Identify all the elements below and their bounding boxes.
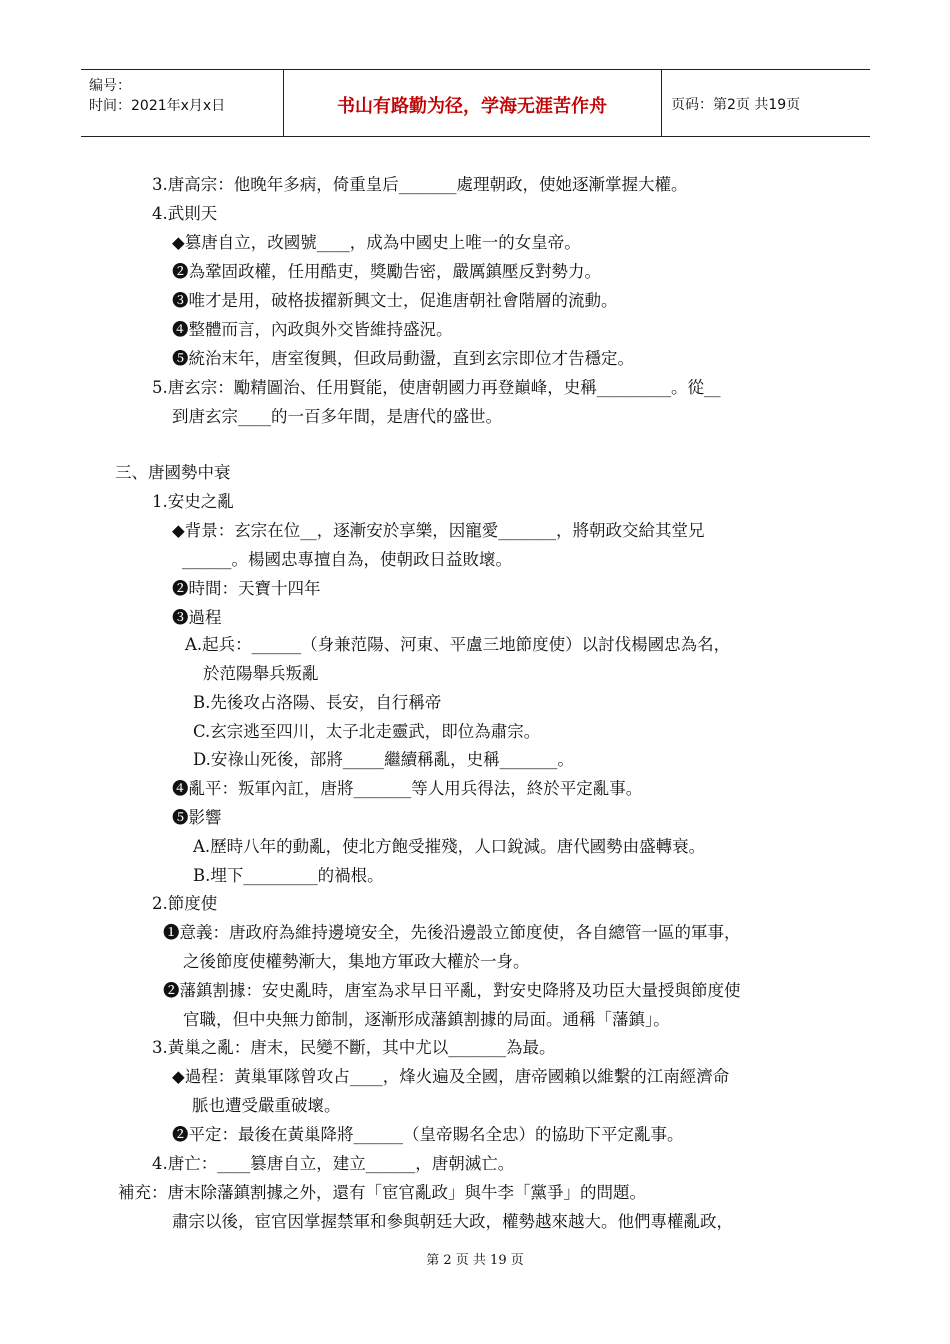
text-line: ❷平定：最後在黃巢降將______（皇帝賜名全忠）的協助下平定亂事。	[172, 1125, 684, 1144]
text-line: ❺統治末年，唐室復興，但政局動盪，直到玄宗即位才告穩定。	[172, 349, 634, 368]
text-line: ❸唯才是用，破格拔擢新興文士，促進唐朝社會階層的流動。	[172, 291, 618, 310]
text-line: B.埋下_________的禍根。	[193, 866, 384, 885]
text-line: ◆過程：黃巢軍隊曾攻占____，烽火遍及全國，唐帝國賴以維繫的江南經濟命	[172, 1067, 730, 1086]
text-line: ❹亂平：叛軍內訌，唐將_______等人用兵得法，終於平定亂事。	[172, 779, 643, 798]
section-heading: 1.安史之亂	[152, 492, 234, 511]
text-line: D.安祿山死後，部將_____繼續稱亂，史稱_______。	[193, 750, 574, 769]
text-line: 官職，但中央無力節制，逐漸形成藩鎮割據的局面。通稱「藩鎮」。	[183, 1010, 670, 1029]
text-line: ◆篡唐自立，改國號____，成為中國史上唯一的女皇帝。	[172, 233, 581, 252]
text-line: 補充：唐末除藩鎮割據之外，還有「宦官亂政」與牛李「黨爭」的問題。	[118, 1183, 646, 1202]
text-line: 3.唐高宗：他晚年多病，倚重皇后_______處理朝政，使她逐漸掌握大權。	[152, 175, 688, 194]
text-line: 3.黃巢之亂：唐末，民變不斷，其中尤以_______為最。	[152, 1038, 556, 1057]
header-divider	[661, 70, 662, 136]
chapter-heading: 三、唐國勢中衰	[115, 463, 231, 482]
text-line: ❹整體而言，內政與外交皆維持盛況。	[172, 320, 453, 339]
document-code: 编号：	[89, 78, 131, 94]
text-line: 之後節度使權勢漸大，集地方軍政大權於一身。	[183, 952, 530, 971]
document-date: 时间：2021年x月x日	[89, 98, 226, 114]
text-line: B.先後攻占洛陽、長安，自行稱帝	[193, 693, 442, 712]
section-heading: 4.武則天	[152, 204, 218, 223]
section-heading: 2.節度使	[152, 894, 218, 913]
text-line: 4.唐亡：____篡唐自立，建立______，唐朝滅亡。	[152, 1154, 515, 1173]
page-header	[81, 69, 870, 137]
text-line: 於范陽舉兵叛亂	[203, 664, 319, 683]
header-motto: 书山有路勤为径，学海无涯苦作舟	[337, 96, 607, 117]
text-line: ❶意義：唐政府為維持邊境安全，先後沿邊設立節度使，各自總管一區的軍事，	[163, 923, 741, 942]
text-line: ______。楊國忠專擅自為，使朝政日益敗壞。	[182, 550, 512, 569]
text-line: ❸過程	[172, 608, 222, 627]
text-line: C.玄宗逃至四川，太子北走靈武，即位為肅宗。	[193, 722, 541, 741]
page-footer: 第 2 页 共 19 页	[426, 1253, 524, 1268]
text-line: 5.唐玄宗：勵精圖治、任用賢能，使唐朝國力再登巔峰，史稱_________。從__	[152, 378, 721, 397]
header-page-number: 页码：第2页 共19页	[671, 97, 801, 113]
header-left	[89, 76, 225, 116]
text-line: A.起兵：______（身兼范陽、河東、平盧三地節度使）以討伐楊國忠為名，	[185, 635, 731, 654]
text-line: ◆背景：玄宗在位__，逐漸安於享樂，因寵愛_______，將朝政交給其堂兄	[172, 521, 705, 540]
text-line: 肅宗以後，宦官因掌握禁軍和參與朝廷大政，權勢越來越大。他們專權亂政，	[172, 1212, 733, 1231]
text-line: ❷藩鎮割據：安史亂時，唐室為求早日平亂，對安史降將及功臣大量授與節度使	[163, 981, 741, 1000]
text-line: 到唐玄宗____的一百多年間，是唐代的盛世。	[172, 407, 502, 426]
text-line: ❺影響	[172, 808, 222, 827]
text-line: ❷時間：天寶十四年	[172, 579, 321, 598]
text-line: A.歷時八年的動亂，使北方飽受摧殘，人口銳減。唐代國勢由盛轉衰。	[193, 837, 706, 856]
text-line: 脈也遭受嚴重破壞。	[192, 1096, 341, 1115]
text-line: ❷為鞏固政權，任用酷吏，獎勵告密，嚴厲鎮壓反對勢力。	[172, 262, 601, 281]
